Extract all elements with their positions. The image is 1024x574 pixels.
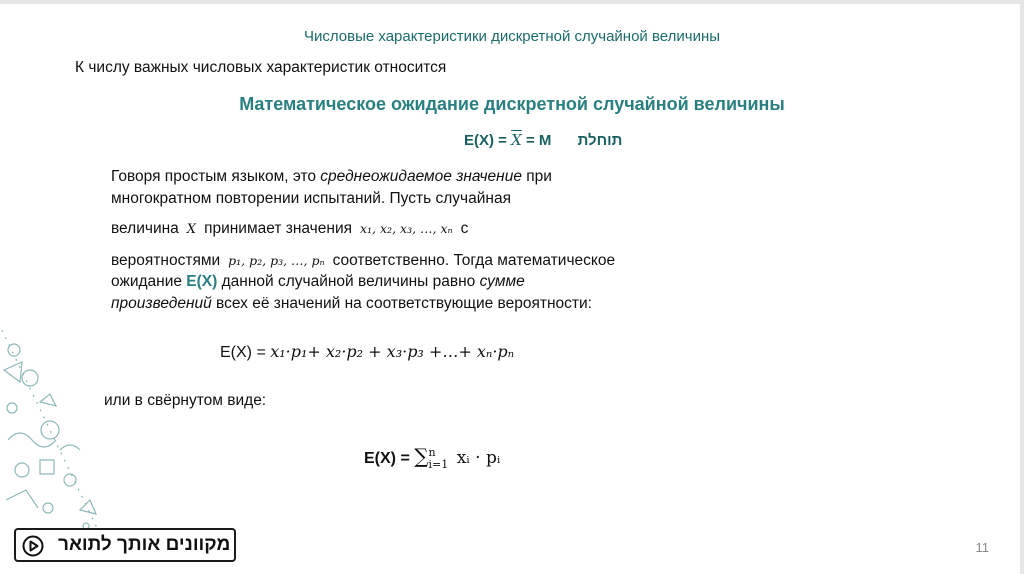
- paragraph-line-3: [111, 220, 468, 238]
- text-fragment: соответственно. Тогда математическое: [332, 252, 616, 269]
- decorative-pattern: [0, 330, 100, 530]
- values-p-list: p₁, p₂, p₃, …, pₙ: [228, 253, 325, 268]
- sum-lower-limit: i=1: [428, 457, 449, 471]
- formula-terms: x₁·p₁+ x₂·p₂ + x₃·p₃ +…+ xₙ·pₙ: [270, 342, 515, 361]
- right-border: [1020, 0, 1024, 574]
- definition-rhs: = M: [525, 132, 552, 149]
- sum-upper-limit: n: [428, 445, 436, 459]
- emphasis-text: произведений: [111, 295, 212, 312]
- section-heading: Математическое ожидание дискретной случайной величины: [239, 94, 785, 114]
- values-x-list: x₁, x₂, x₃, …, xₙ: [360, 221, 453, 236]
- text-fragment: вероятностями: [111, 252, 221, 269]
- slide-title: Числовые характеристики дискретной случайной величины: [303, 28, 721, 45]
- definition-xbar: $\overline{X}$: [511, 131, 522, 149]
- variable-x: X: [186, 222, 197, 237]
- text-fragment: при: [521, 168, 552, 185]
- folded-formula: [364, 444, 500, 471]
- sum-limits: [429, 447, 449, 471]
- text-fragment: принимает значения: [204, 220, 352, 237]
- text-fragment: Говоря простым языком, это: [111, 168, 321, 185]
- formula-lhs: E(X) =: [220, 344, 271, 361]
- text-fragment: с: [460, 220, 469, 237]
- intro-text: К числу важных числовых характеристик относится: [75, 59, 447, 76]
- emphasis-text: сумме: [479, 273, 525, 290]
- top-border: [0, 0, 1024, 4]
- brand-logo-text: מקוונים אותך לתואר: [58, 534, 231, 555]
- emphasis-text: среднеожидаемое значение: [320, 168, 522, 185]
- folded-label: или в свёрнутом виде:: [104, 392, 267, 409]
- play-circle-icon: [22, 535, 44, 557]
- text-fragment: величина: [111, 220, 179, 237]
- accent-text: E(X): [186, 273, 218, 290]
- brand-logo[interactable]: [14, 528, 236, 562]
- sum-body: xᵢ · pᵢ: [456, 448, 501, 468]
- definition-line: [464, 131, 622, 149]
- text-fragment: всех её значений на соответствующие вероятности:: [211, 295, 592, 312]
- folded-formula-lhs: E(X) =: [364, 450, 410, 467]
- expanded-formula: [220, 342, 514, 362]
- definition-lhs: E(X) =: [464, 132, 507, 149]
- paragraph-line-4: [111, 252, 615, 270]
- text-fragment: данной случайной величины равно: [217, 273, 480, 290]
- paragraph-line-1: [111, 168, 552, 186]
- paragraph-line-6: [111, 295, 592, 313]
- sum-symbol: ∑: [414, 444, 429, 468]
- paragraph-line-2: многократном повторении испытаний. Пусть случайная: [111, 190, 511, 207]
- text-fragment: ожидание: [111, 273, 187, 290]
- page-number: 11: [975, 540, 989, 555]
- definition-hebrew: תוחלת: [577, 132, 623, 149]
- paragraph-line-5: [111, 273, 525, 291]
